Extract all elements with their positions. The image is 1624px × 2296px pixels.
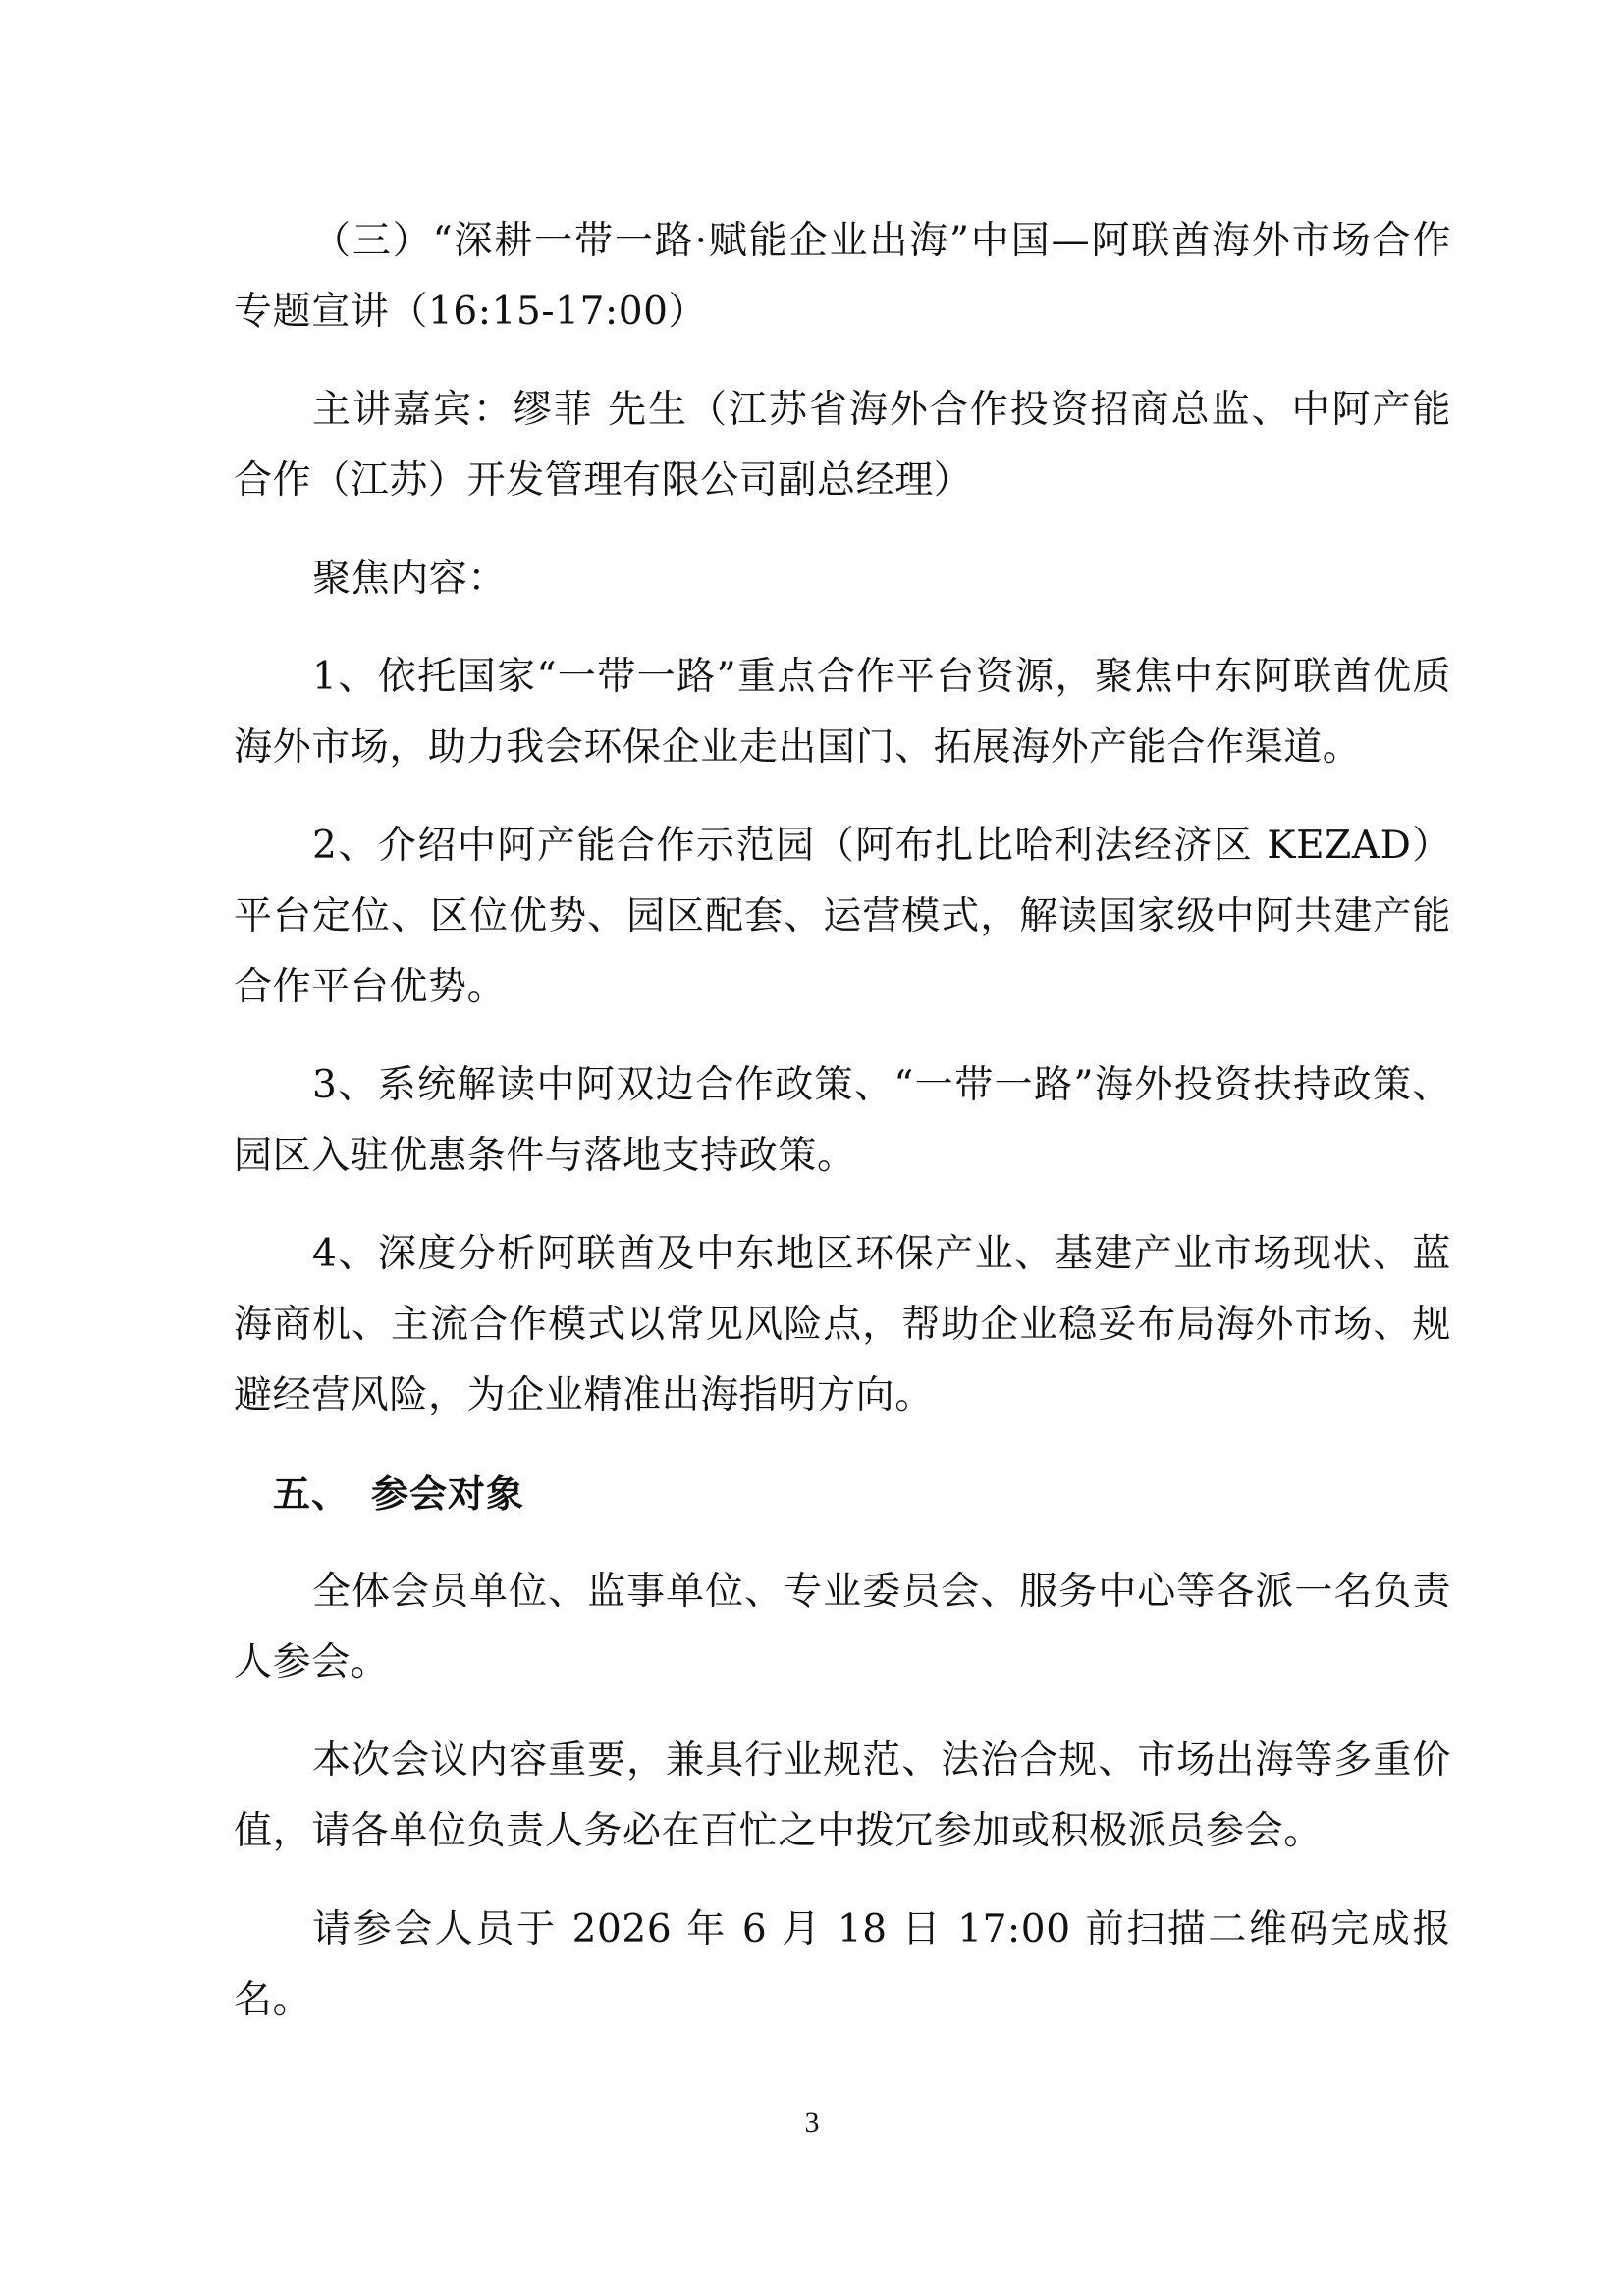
focus-item-2: 2、介绍中阿产能合作示范园（阿布扎比哈利法经济区 KEZAD）平台定位、区位优势、园区配套、运营模式，解读国家级中阿共建产能合作平台优势。 [234,824,1451,1009]
document-body [234,206,1451,2063]
focus-item-3: 3、系统解读中阿双边合作政策、“一带一路”海外投资扶持政策、园区入驻优惠条件与落地支持政策。 [234,1063,1451,1178]
focus-item-1: 1、依托国家“一带一路”重点合作平台资源，聚焦中东阿联酋优质海外市场，助力我会环保企业走出国门、拓展海外产能合作渠道。 [234,655,1451,770]
subsection-three-title: （三）“深耕一带一路·赋能企业出海”中国—阿联酋海外市场合作专题宣讲（16:15-17:00） [234,219,1451,334]
page-number: 3 [804,2107,820,2139]
registration-paragraph: 请参会人员于 2026 年 6 月 18 日 17:00 前扫描二维码完成报名。 [234,1907,1451,2022]
focus-item-4: 4、深度分析阿联酋及中东地区环保产业、基建产业市场现状、蓝海商机、主流合作模式以常见风险点，帮助企业稳妥布局海外市场、规避经营风险，为企业精准出海指明方向。 [234,1232,1451,1417]
speaker-paragraph: 主讲嘉宾：缪菲 先生（江苏省海外合作投资招商总监、中阿产能合作（江苏）开发管理有限公司副总经理） [234,388,1451,503]
section-five-title: 参会对象 [371,1472,525,1516]
importance-paragraph: 本次会议内容重要，兼具行业规范、法治合规、市场出海等多重价值，请各单位负责人务必在百忙之中拨冗参加或积极派员参会。 [234,1738,1451,1853]
attendees-paragraph: 全体会员单位、监事单位、专业委员会、服务中心等各派一名负责人参会。 [234,1570,1451,1684]
section-five-number: 五、 [273,1472,351,1516]
focus-label: 聚焦内容： [312,557,508,601]
section-five-heading [234,1459,1451,1529]
